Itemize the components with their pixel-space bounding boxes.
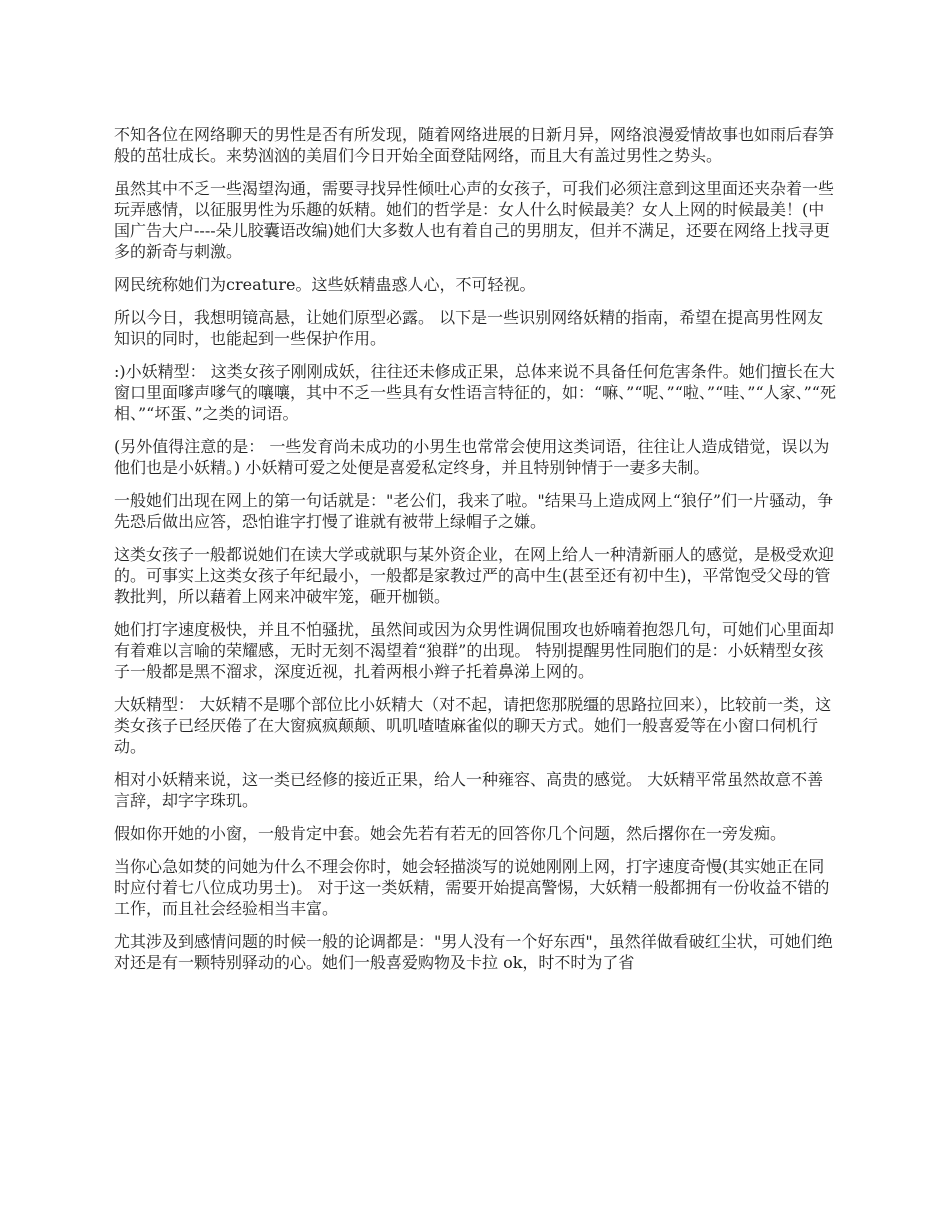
paragraph-11: 相对小妖精来说，这一类已经修的接近正果，给人一种雍容、高贵的感觉。 大妖精平常虽然故意不善言辞，却字字珠玑。	[114, 770, 824, 810]
paragraph-6: (另外值得注意的是： 一些发育尚未成功的小男生也常常会使用这类词语，往往让人造成错觉，误以为他们也是小妖精。) 小妖精可爱之处便是喜爱私定终身，并且特别钟情于一妻多夫制。	[114, 437, 830, 477]
paragraph-1: 不知各位在网络聊天的男性是否有所发现，随着网络进展的日新月异，网络浪漫爱情故事也如雨后春笋般的茁壮成长。来势汹汹的美眉们今日开始全面登陆网络，而且大有盖过男性之势头。	[114, 125, 835, 165]
paragraph-9: 她们打字速度极快，并且不怕骚扰，虽然间或因为众男性调侃围攻也娇喃着抱怨几句，可她们心里面却有着难以言喻的荣耀感，无时无刻不渴望着“狼群”的出现。 特别提醒男性同胞们的是：小妖精型女孩子一般都是黑不溜求，深度近视，扎着两根小辫子托着鼻涕上网的。	[114, 620, 835, 681]
paragraph-5: :)小妖精型： 这类女孩子刚刚成妖，往往还未修成正果，总体来说不具备任何危害条件。她们擅长在大窗口里面嗲声嗲气的嚷嚷，其中不乏一些具有女性语言特征的，如：“嘛、”“呢、”“啦、”“哇、”“人家、”“死相、”“坏蛋、”之类的词语。	[114, 362, 836, 423]
paragraph-4: 所以今日，我想明镜高悬，让她们原型必露。 以下是一些识别网络妖精的指南，希望在提高男性网友知识的同时，也能起到一些保护作用。	[114, 308, 824, 348]
paragraph-10: 大妖精型： 大妖精不是哪个部位比小妖精大（对不起，请把您那脱缰的思路拉回来），比较前一类，这类女孩子已经厌倦了在大窗疯疯颠颠、叽叽喳喳麻雀似的聊天方式。她们一般喜爱等在小窗口伺机行动。	[114, 695, 832, 756]
paragraph-14: 尤其涉及到感情问题的时候一般的论调都是："男人没有一个好东西"，虽然徉做看破红尘状，可她们绝对还是有一颗特别驿动的心。她们一般喜爱购物及卡拉 ok，时不时为了省	[114, 932, 833, 972]
paragraph-13: 当你心急如焚的问她为什么不理会你时，她会轻描淡写的说她刚刚上网，打字速度奇慢(其实她正在同时应付着七八位成功男士)。 对于这一类妖精，需要开始提高警惕，大妖精一般都拥有一份收益不错的工作，而且社会经验相当丰富。	[114, 857, 830, 918]
paragraph-8: 这类女孩子一般都说她们在读大学或就职与某外资企业，在网上给人一种清新丽人的感觉，是极受欢迎的。可事实上这类女孩子年纪最小，一般都是家教过严的高中生(甚至还有初中生)，平常饱受父母的管教批判，所以藉着上网来冲破牢笼，砸开枷锁。	[114, 545, 835, 606]
paragraph-7: 一般她们出现在网上的第一句话就是："老公们，我来了啦。"结果马上造成网上“狼仔”们一片骚动，争先恐后做出应答，恐怕谁字打慢了谁就有被带上绿帽子之嫌。	[114, 491, 834, 531]
paragraph-3: 网民统称她们为creature。这些妖精蛊惑人心，不可轻视。	[114, 275, 536, 294]
paragraph-12: 假如你开她的小窗，一般肯定中套。她会先若有若无的回答你几个问题，然后撂你在一旁发痴。	[114, 824, 787, 843]
paragraph-2: 虽然其中不乏一些渴望沟通，需要寻找异性倾吐心声的女孩子，可我们必须注意到这里面还夹杂着一些玩弄感情，以征服男性为乐趣的妖精。她们的哲学是：女人什么时候最美？女人上网的时候最美！(中国广告大户----朵儿胶囊语改编)她们大多数人也有着自己的男朋友，但并不满足，还要在网络上找寻更多的新奇与刺激。	[114, 179, 835, 261]
document-body	[114, 124, 838, 985]
